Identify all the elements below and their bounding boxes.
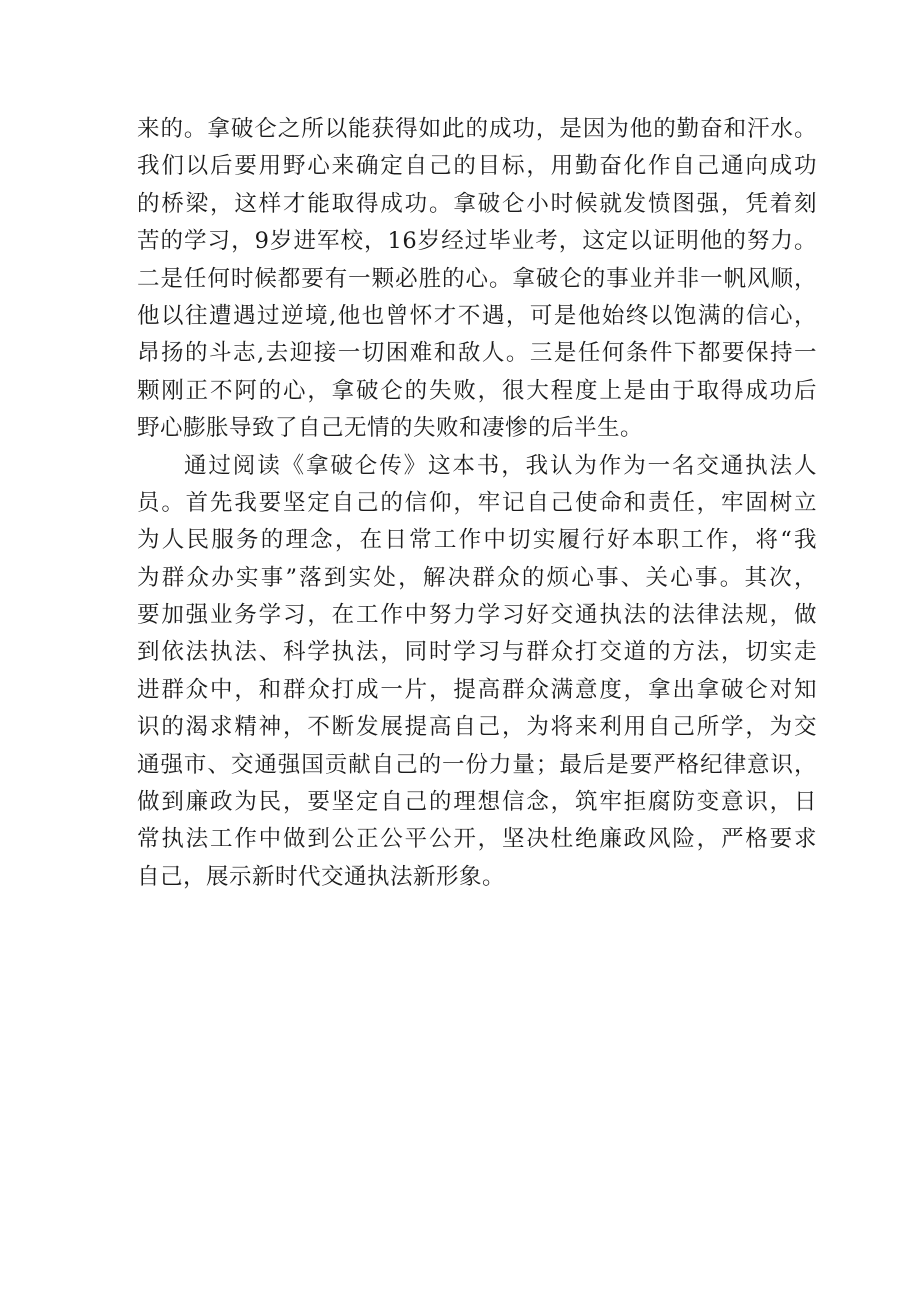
text-line: 进群众中，和群众打成一片，提高群众满意度，拿出拿破仑对知: [137, 676, 817, 703]
text-line: 做到廉政为民，要坚定自己的理想信念，筑牢拒腐防变意识，日: [137, 789, 817, 816]
text-line: 的桥梁，这样才能取得成功。拿破仑小时候就发愤图强，凭着刻: [137, 190, 817, 217]
text-line: 野心膨胀导致了自己无情的失败和凄惨的后半生。: [137, 415, 644, 442]
text-line: 颗刚正不阿的心，拿破仑的失败，很大程度上是由于取得成功后: [137, 377, 817, 404]
text-line: 常执法工作中做到公正公平公开，坚决杜绝廉政风险，严格要求: [137, 826, 817, 853]
body-text: [137, 111, 817, 896]
text-line: 为人民服务的理念，在日常工作中切实履行好本职工作，将“我: [137, 527, 817, 554]
text-line: 苦的学习，9岁进军校，16岁经过毕业考，这定以证明他的努力。: [137, 228, 817, 255]
text-line: 要加强业务学习，在工作中努力学习好交通执法的法律法规，做: [137, 602, 817, 629]
text-line: 来的。拿破仑之所以能获得如此的成功，是因为他的勤奋和汗水。: [137, 116, 817, 142]
text-line: 通强市、交通强国贡献自己的一份力量；最后是要严格纪律意识，: [137, 751, 817, 778]
text-line: 自己，展示新时代交通执法新形象。: [137, 863, 506, 890]
text-line: 他以往遭遇过逆境,他也曾怀才不遇，可是他始终以饱满的信心，: [137, 302, 817, 329]
text-line: 昂扬的斗志,去迎接一切困难和敌人。三是任何条件下都要保持一: [137, 340, 817, 367]
text-line: 到依法执法、科学执法，同时学习与群众打交道的方法，切实走: [137, 639, 817, 666]
text-line: 为群众办实事”落到实处，解决群众的烦心事、关心事。其次，: [137, 564, 817, 591]
text-line: 我们以后要用野心来确定自己的目标，用勤奋化作自己通向成功: [137, 153, 817, 180]
text-line: 通过阅读《拿破仑传》这本书，我认为作为一名交通执法人: [184, 452, 817, 479]
text-line: 二是任何时候都要有一颗必胜的心。拿破仑的事业并非一帆风顺，: [137, 265, 817, 292]
text-line: 识的渴求精神，不断发展提高自己，为将来利用自己所学，为交: [137, 714, 817, 741]
text-line: 员。首先我要坚定自己的信仰，牢记自己使命和责任，牢固树立: [137, 489, 817, 516]
